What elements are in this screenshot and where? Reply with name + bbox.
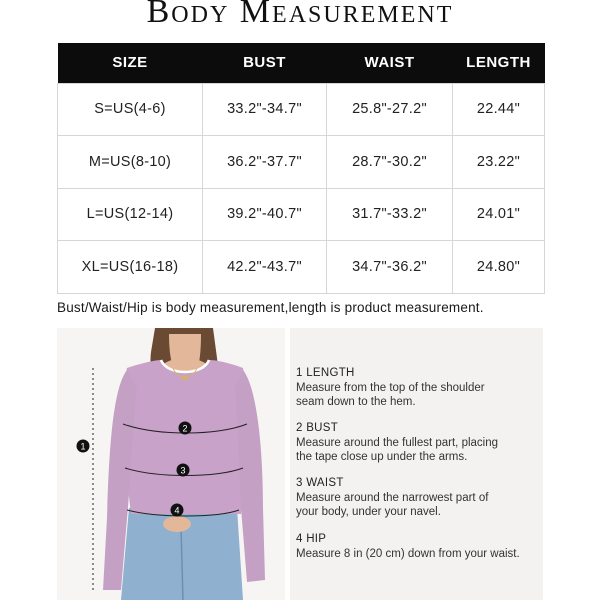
- table-row: [58, 188, 545, 241]
- cell-size: M=US(8-10): [58, 136, 203, 189]
- step-hip: [296, 532, 520, 561]
- svg-text:4: 4: [174, 505, 180, 516]
- marker-bust: [179, 422, 192, 435]
- cell-length: 24.01": [453, 188, 545, 241]
- model-photo: [57, 328, 285, 600]
- cell-bust: 36.2"-37.7": [203, 136, 327, 189]
- step-desc: your body, under your navel.: [296, 506, 441, 518]
- marker-waist: [177, 464, 190, 477]
- cell-waist: 31.7"-33.2": [327, 188, 453, 241]
- table-row: [58, 83, 545, 136]
- step-title: 1 LENGTH: [296, 367, 355, 379]
- hand-shape: [163, 516, 191, 532]
- step-desc: the tape close up under the arms.: [296, 451, 468, 463]
- step-title: 2 BUST: [296, 422, 339, 434]
- measurement-instructions: [290, 328, 543, 600]
- step-desc: Measure 8 in (20 cm) down from your waist.: [296, 547, 520, 560]
- cell-size: S=US(4-6): [58, 83, 203, 136]
- svg-text:2: 2: [182, 423, 188, 434]
- step-title: 4 HIP: [296, 533, 327, 545]
- step-desc: Measure around the narrowest part of: [296, 491, 489, 504]
- cell-bust: 39.2"-40.7": [203, 188, 327, 241]
- cell-length: 24.80": [453, 241, 545, 294]
- step-waist: [296, 476, 488, 520]
- measurement-note: Bust/Waist/Hip is body measurement,length is product measurement.: [57, 300, 484, 315]
- cell-size: XL=US(16-18): [58, 241, 203, 294]
- cell-waist: 28.7"-30.2": [327, 136, 453, 189]
- step-desc: Measure from the top of the shoulder: [296, 381, 485, 394]
- step-title: 3 WAIST: [296, 477, 344, 489]
- svg-text:3: 3: [180, 465, 186, 476]
- svg-text:1: 1: [80, 441, 86, 452]
- marker-length: [77, 440, 90, 453]
- cell-waist: 25.8"-27.2": [327, 83, 453, 136]
- necklace-pendant: [183, 376, 188, 381]
- step-desc: Measure around the fullest part, placing: [296, 436, 499, 449]
- table-header-row: [58, 43, 545, 83]
- cell-size: L=US(12-14): [58, 188, 203, 241]
- table-row: [58, 136, 545, 189]
- page-title: Body Measurement: [146, 0, 454, 30]
- step-length: [296, 366, 485, 410]
- cell-length: 22.44": [453, 83, 545, 136]
- step-desc: seam down to the hem.: [296, 396, 416, 408]
- cell-bust: 33.2"-34.7": [203, 83, 327, 136]
- header-bust: BUST: [203, 43, 327, 83]
- cell-length: 23.22": [453, 136, 545, 189]
- shirt-body: [124, 360, 247, 514]
- cell-bust: 42.2"-43.7": [203, 241, 327, 294]
- header-length: LENGTH: [453, 43, 545, 83]
- cell-waist: 34.7"-36.2": [327, 241, 453, 294]
- table-row: [58, 241, 545, 294]
- marker-hip: [171, 504, 184, 517]
- step-bust: [296, 421, 498, 465]
- size-chart-table: [57, 43, 545, 294]
- header-waist: WAIST: [327, 43, 453, 83]
- header-size: SIZE: [58, 43, 203, 83]
- model-illustration: [57, 328, 285, 600]
